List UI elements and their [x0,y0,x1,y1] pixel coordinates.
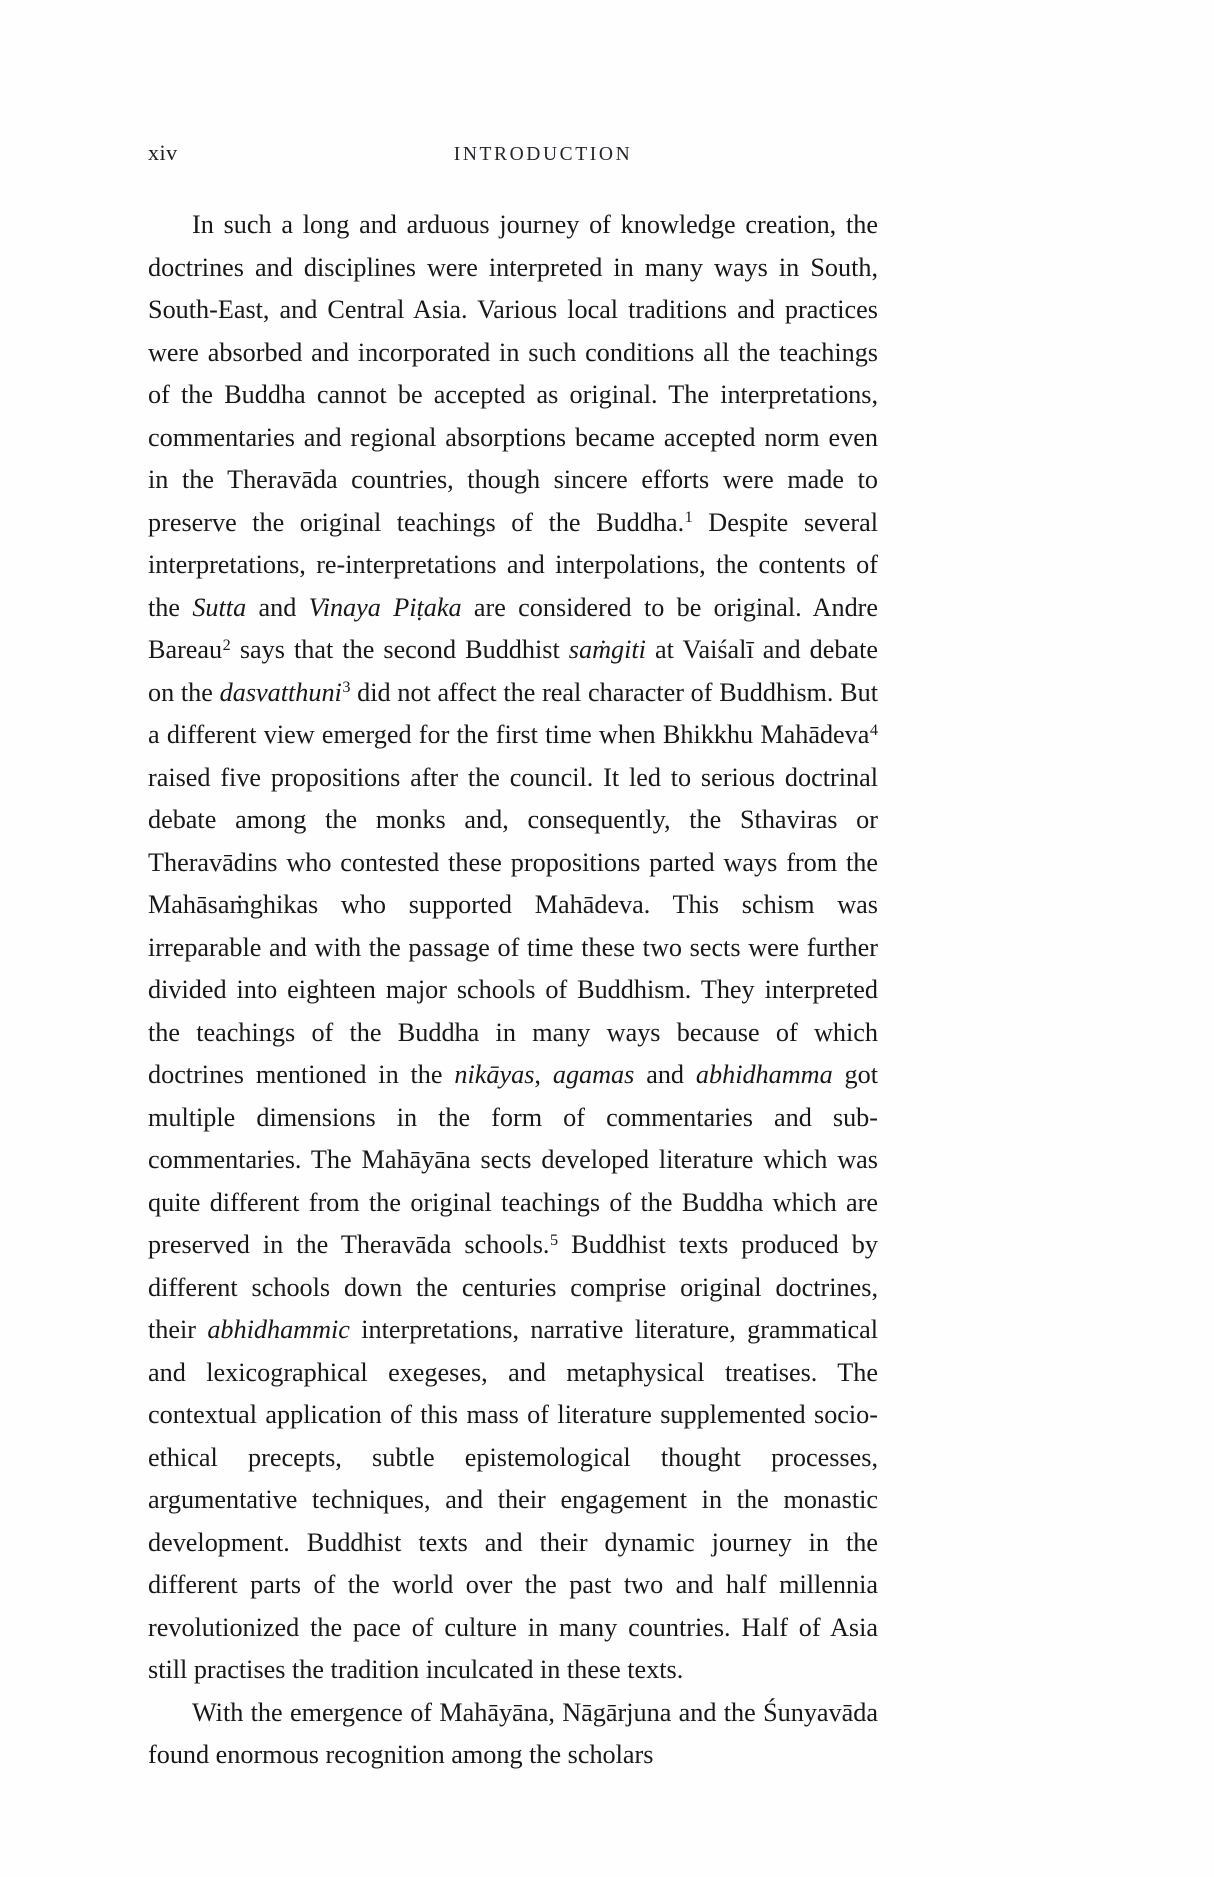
text-run: at Vaiśalī and debate on the [148,635,878,707]
italic-term: Vinaya Piṭaka [308,592,462,622]
italic-term: dasvatthuni [219,677,342,707]
body-text [148,204,878,1777]
footnote-marker[interactable]: 5 [549,1230,559,1249]
paragraph [148,1692,878,1777]
footnote-marker[interactable]: 1 [684,508,693,527]
text-run: In such a long and arduous journey of knowledge creation, the doctrines and disciplines were interpreted in many ways in South, South-East, and Central Asia. Various local traditions and practices were absorbed and incorporated in such conditions all the teachings of the Buddha cannot be accepted as original. The interpretations, commentaries and regional absorptions became accepted norm even in the Theravāda countries, though sincere efforts were made to preserve the original teachings of the Buddha. [148,210,878,537]
italic-term: abhidhammic [207,1315,350,1344]
italic-term: Sutta [192,592,247,622]
text-run: raised five propositions after the council. It led to serious doctrinal debate among the monks and, consequently, the Sthaviras or Theravādins who contested these propositions parted ways from the Mahāsaṁghikas who supported Mahādeva. This schism was irreparable and with the passage of time these two sects were further divided into eighteen major schools of Buddhism. They interpreted the teachings of the Buddha in many ways because of which doctrines mentioned in the [148,762,878,1089]
text-run: , [534,1060,553,1089]
text-run: got multiple dimensions in the form of commentaries and sub-commentaries. The Mahāyāna sects developed literature which was quite different from the original teachings of the Buddha which are preserved in the Theravāda schools. [148,1060,879,1259]
running-head [148,140,878,174]
italic-term: agamas [552,1060,635,1089]
text-run: did not affect the real character of Buddhism. But a different view emerged for the first time when Bhikkhu Mahādeva [148,677,878,749]
text-block [148,140,878,1777]
text-run: Buddhist texts produced by different schools down the centuries comprise original doctrines, their [148,1230,878,1344]
italic-term: abhidhamma [695,1060,833,1089]
text-run: With the emergence of Mahāyāna, Nāgārjuna and the Śunyavāda found enormous recognition among the scholars [148,1697,878,1769]
footnote-marker[interactable]: 2 [222,635,231,654]
italic-term: saṁgiti [568,635,646,664]
text-run: and [634,1060,696,1089]
page-folio: xiv [148,140,178,165]
paragraph [148,204,878,1692]
running-head-title: INTRODUCTION [453,144,633,165]
italic-term: nikāyas [454,1060,535,1089]
text-run: says that the second Buddhist [230,635,569,664]
footnote-marker[interactable]: 3 [342,678,351,697]
footnote-marker[interactable]: 4 [869,720,878,739]
text-run: are considered to be original. Andre Bareau [148,592,879,664]
text-run: and [246,592,309,622]
text-run: interpretations, narrative literature, grammatical and lexicographical exegeses, and metaphysical treatises. The contextual application of this mass of literature supplemented socio-ethical precepts, subtle epistemological thought processes, argumentative techniques, and their engagement in the monastic development. Buddhist texts and their dynamic journey in the different parts of the world over the past two and half millennia revolutionized the pace of culture in many countries. Half of Asia still practises the tradition inculcated in these texts. [148,1315,878,1684]
text-run: Despite several interpretations, re-interpretations and interpolations, the contents of the [148,507,878,622]
